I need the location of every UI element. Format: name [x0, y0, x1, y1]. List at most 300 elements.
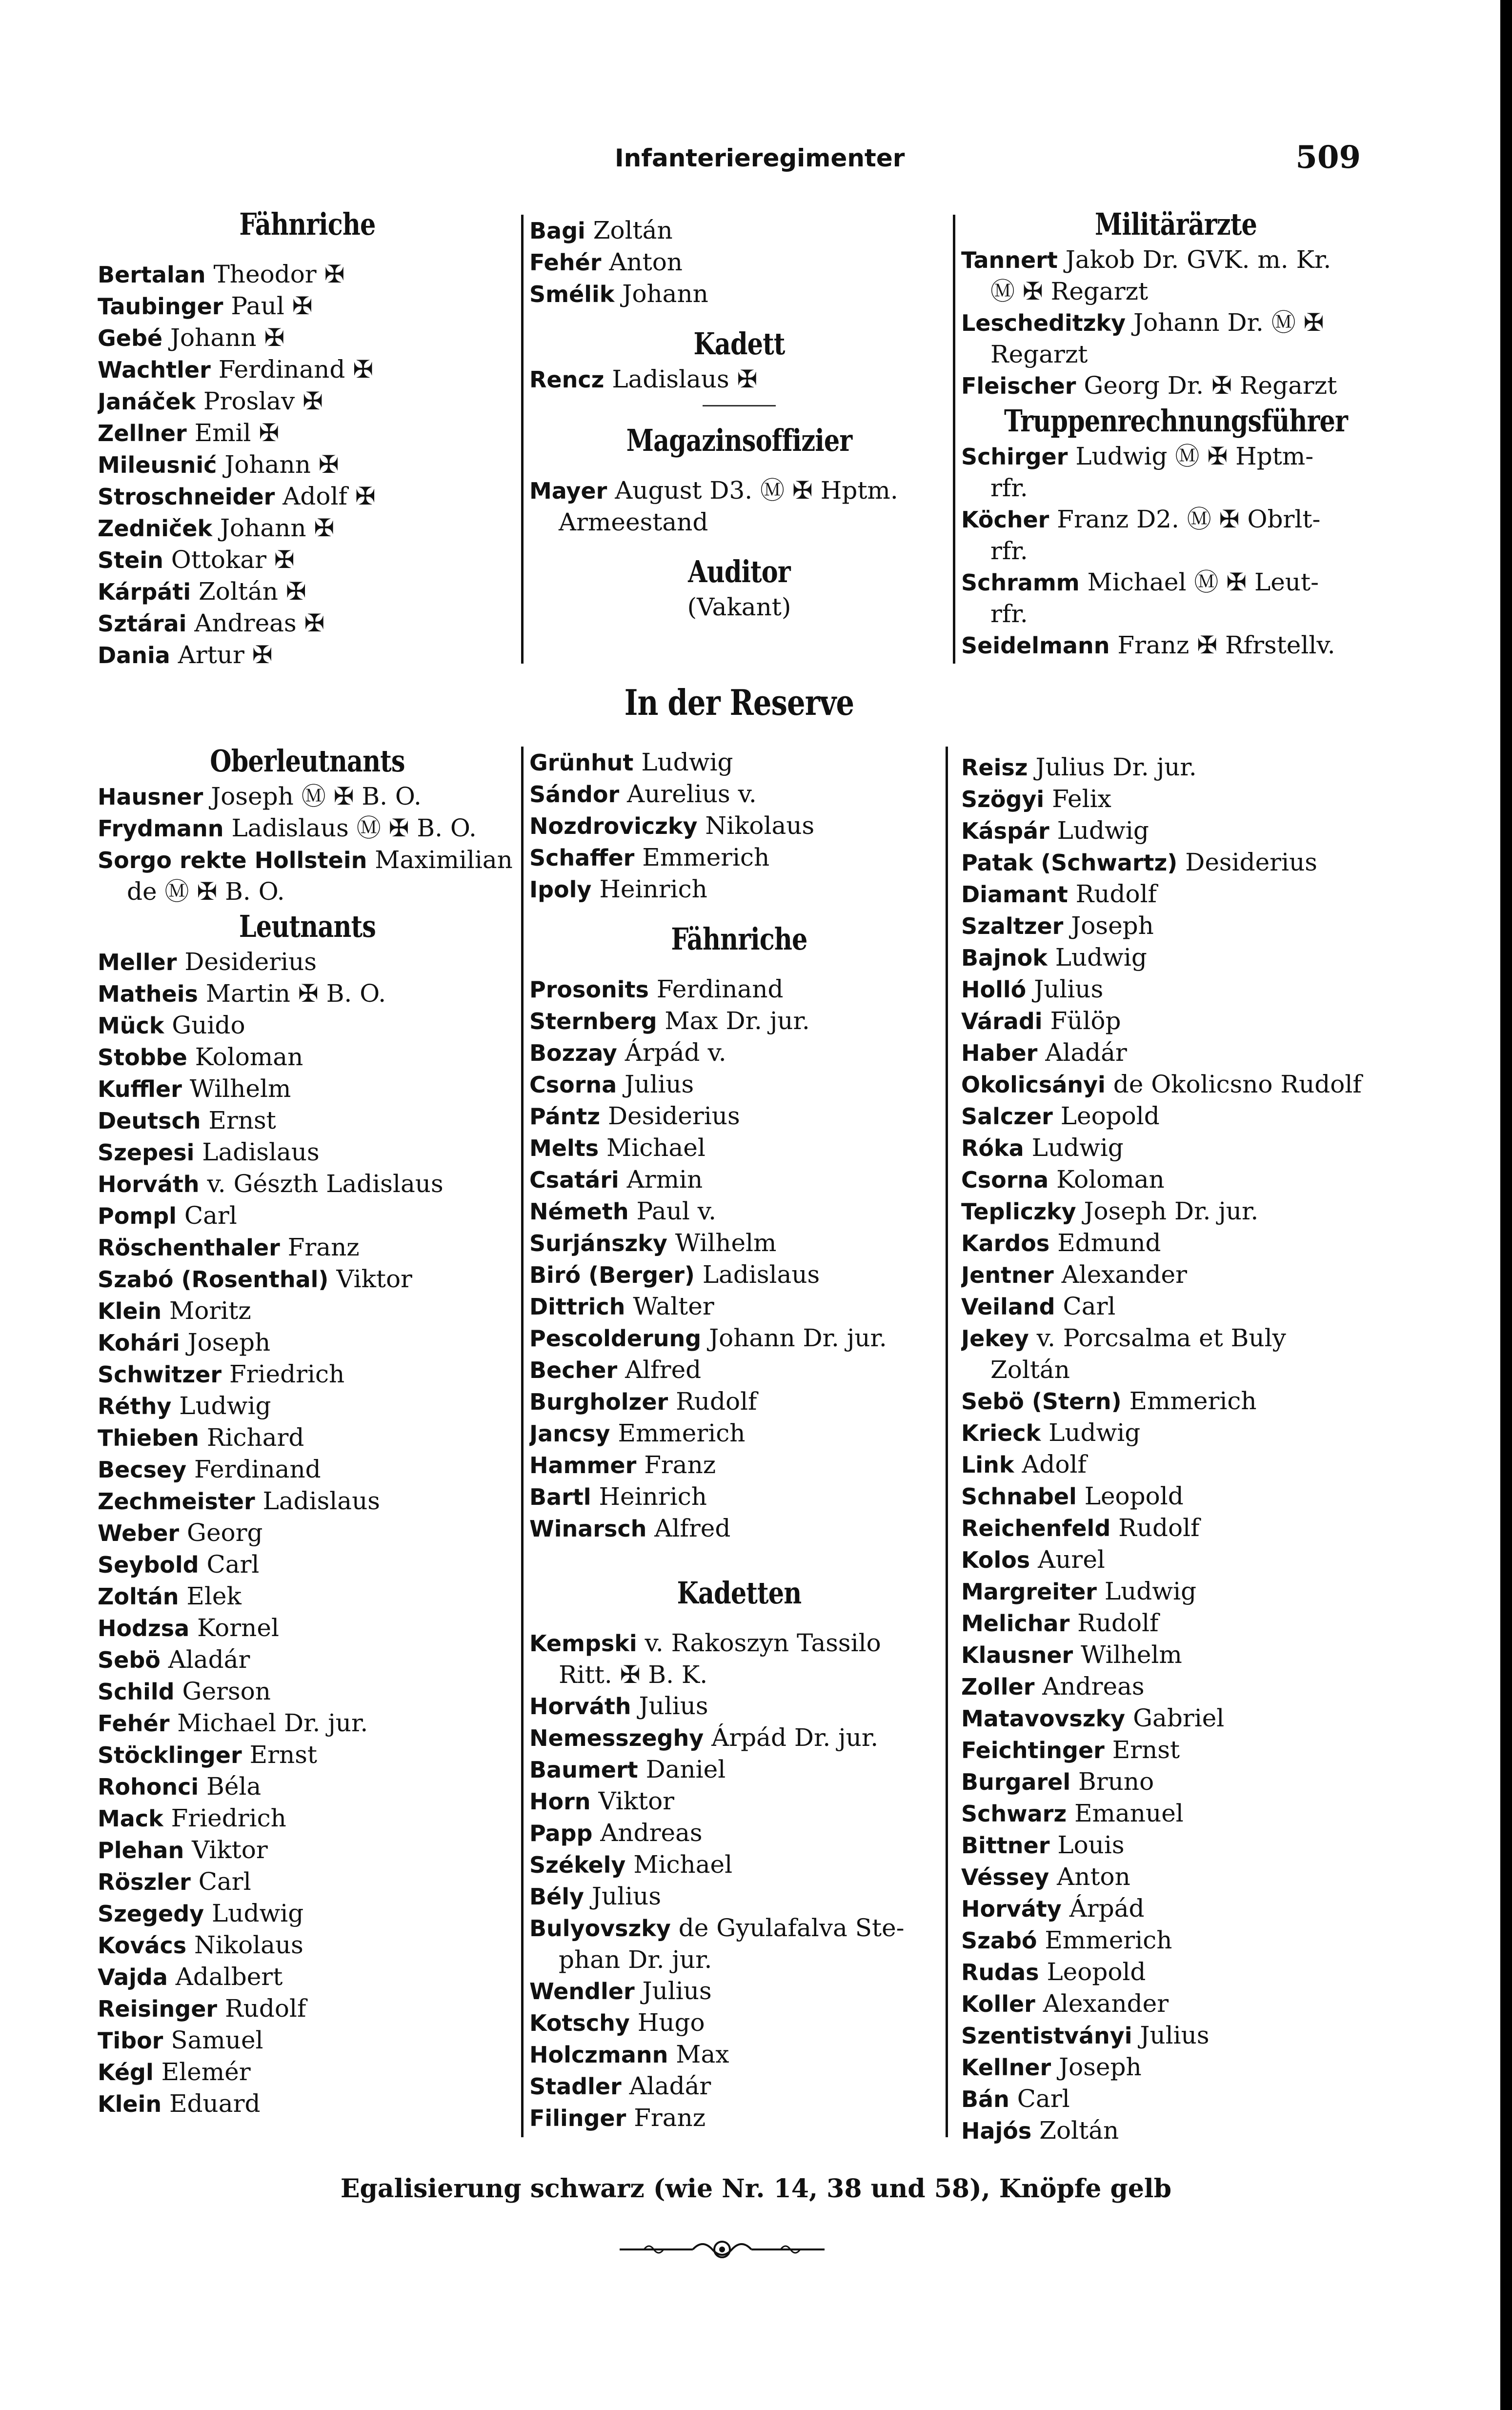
given-name-and-remarks: Emmerich — [618, 1419, 746, 1447]
given-name-and-remarks: Ferdinand ✠ — [218, 355, 374, 384]
given-name-and-remarks: Julius — [1140, 2021, 1210, 2049]
surname: Horváth — [529, 1693, 631, 1720]
given-name-and-remarks: Zoltán — [593, 216, 673, 244]
surname: Seidelmann — [961, 632, 1110, 659]
reserve-leutnants-list — [98, 946, 517, 2120]
given-name-and-remarks: Joseph — [187, 1328, 271, 1357]
given-name-and-remarks: Franz ✠ Rfrstellv. — [1117, 631, 1335, 659]
list-item — [529, 1513, 949, 1544]
given-name-and-remarks: Felix — [1052, 785, 1111, 813]
surname: Ipoly — [529, 876, 592, 903]
surname: Röschenthaler — [98, 1235, 280, 1261]
surname: Bittner — [961, 1832, 1050, 1859]
surname: Surjánszky — [529, 1230, 667, 1256]
list-item — [98, 2025, 517, 2056]
surname: Kolos — [961, 1547, 1030, 1573]
list-item — [98, 812, 517, 844]
given-name-and-remarks: Martin ✠ B. O. — [205, 979, 386, 1008]
reserve-oberleutnants-list — [98, 781, 517, 907]
surname: Csatári — [529, 1167, 619, 1193]
surname: Schirger — [961, 444, 1068, 470]
reserve-top-list — [529, 747, 949, 905]
given-name-and-remarks: Gabriel — [1133, 1704, 1225, 1732]
list-item — [961, 1766, 1391, 1798]
surname: Zedniček — [98, 515, 213, 542]
given-name-and-remarks: Alexander — [1043, 1989, 1169, 2018]
surname: Deutsch — [98, 1108, 201, 1134]
surname: Reisinger — [98, 1996, 218, 2022]
list-item — [98, 1263, 517, 1295]
given-name-and-remarks: Moritz — [169, 1296, 251, 1325]
list-item — [98, 1834, 517, 1866]
given-name-and-remarks: Julius — [642, 1977, 712, 2005]
list-item — [961, 1449, 1391, 1480]
surname: Veiland — [961, 1294, 1055, 1320]
surname: Mack — [98, 1805, 163, 1832]
given-name-and-remarks: Armin — [626, 1165, 703, 1194]
given-name-and-remarks: Aladár — [168, 1645, 250, 1674]
given-name-and-remarks: Samuel — [171, 2026, 263, 2054]
list-item — [529, 873, 949, 905]
given-name-and-remarks: Ladislaus — [262, 1487, 380, 1515]
given-name-and-remarks: Kornel — [197, 1614, 279, 1642]
list-item — [529, 1690, 949, 1722]
given-name-and-remarks: Johann ✠ — [170, 324, 285, 352]
given-name-and-remarks: Alfred — [654, 1514, 731, 1542]
list-item — [529, 1386, 949, 1418]
surname: Nemesszeghy — [529, 1725, 704, 1751]
surname: Papp — [529, 1820, 593, 1846]
running-title: Infanterieregimenter — [615, 144, 905, 172]
surname: Patak (Schwartz) — [961, 850, 1178, 876]
surname: Matheis — [98, 981, 198, 1007]
surname: Nozdroviczky — [529, 813, 698, 839]
surname: Bertalan — [98, 262, 206, 288]
surname: Kotschy — [529, 2010, 630, 2036]
list-item — [961, 1195, 1391, 1227]
given-name-and-remarks: Ernst — [249, 1741, 317, 1769]
list-item — [961, 1100, 1391, 1132]
surname: Bartl — [529, 1484, 591, 1510]
surname: Tibor — [98, 2027, 163, 2054]
given-name-and-remarks: v. Porcsalma et Buly — [1036, 1324, 1286, 1352]
surname: Káspár — [961, 818, 1049, 844]
given-name-and-remarks: Guido — [172, 1011, 245, 1039]
list-item — [98, 978, 517, 1010]
given-name-and-remarks: Georg Dr. ✠ Regarzt — [1084, 371, 1337, 400]
list-item — [98, 608, 517, 639]
active-column-3 — [961, 205, 1391, 661]
list-item — [961, 878, 1391, 910]
list-item — [98, 1200, 517, 1232]
given-name-and-remarks: rfr. — [990, 537, 1028, 565]
surname: Thieben — [98, 1425, 199, 1451]
list-item — [98, 2088, 517, 2120]
list-item — [98, 1485, 517, 1517]
list-item — [961, 1417, 1391, 1449]
list-item — [961, 1671, 1391, 1702]
surname: Winarsch — [529, 1516, 647, 1542]
surname: Becher — [529, 1357, 618, 1383]
surname: Haber — [961, 1040, 1038, 1066]
list-item — [529, 1069, 949, 1100]
active-kadett-list — [529, 364, 949, 395]
surname: Fleischer — [961, 373, 1076, 399]
given-name-and-remarks: Ladislaus ✠ — [612, 365, 758, 393]
given-name-and-remarks: Julius — [1034, 975, 1104, 1003]
surname: Kovács — [98, 1932, 187, 1959]
given-name-and-remarks: Proslav ✠ — [203, 387, 323, 415]
list-item-continuation: Armeestand — [559, 508, 708, 536]
surname: Schwarz — [961, 1801, 1067, 1827]
surname: Sorgo rekte Hollstein — [98, 847, 367, 873]
surname: Kempski — [529, 1630, 637, 1657]
surname: Szaltzer — [961, 913, 1064, 939]
surname: Klein — [98, 1298, 162, 1324]
given-name-and-remarks: Elemér — [161, 2058, 251, 2086]
list-item — [529, 747, 949, 778]
given-name-and-remarks: Johann Dr. Ⓜ ✠ — [1133, 308, 1324, 337]
given-name-and-remarks: Michael — [606, 1134, 706, 1162]
surname: Kardos — [961, 1230, 1050, 1256]
list-item — [98, 1358, 517, 1390]
list-item — [961, 973, 1391, 1005]
list-item — [98, 1454, 517, 1485]
given-name-and-remarks: Julius — [625, 1070, 694, 1098]
given-name-and-remarks: Ludwig — [641, 748, 733, 776]
given-name-and-remarks: Heinrich — [599, 875, 707, 903]
section-title-leutnants: Leutnants — [239, 909, 376, 944]
given-name-and-remarks: Joseph Dr. jur. — [1084, 1197, 1259, 1225]
surname: Schwitzer — [98, 1361, 222, 1388]
given-name-and-remarks: Hugo — [637, 2008, 705, 2037]
list-item — [529, 1785, 949, 1817]
given-name-and-remarks: de Ⓜ ✠ B. O. — [127, 877, 285, 906]
given-name-and-remarks: rfr. — [990, 474, 1028, 502]
section-title-reserve: In der Reserve — [624, 682, 854, 723]
given-name-and-remarks: Carl — [206, 1550, 260, 1579]
list-item — [529, 2039, 949, 2070]
surname: Bély — [529, 1883, 585, 1910]
given-name-and-remarks: Ludwig — [179, 1392, 271, 1420]
given-name-and-remarks: Johann Dr. jur. — [709, 1324, 887, 1352]
surname: Koller — [961, 1991, 1035, 2017]
list-item — [98, 322, 517, 354]
surname: Schramm — [961, 569, 1080, 596]
active-column-1 — [98, 205, 517, 671]
list-item-continuation — [98, 876, 517, 907]
surname: Baumert — [529, 1757, 638, 1783]
given-name-and-remarks: Max — [676, 2040, 729, 2068]
given-name-and-remarks: Carl — [1017, 2085, 1070, 2113]
given-name-and-remarks: Maximilian — [375, 846, 513, 874]
list-item — [529, 778, 949, 810]
list-item — [961, 1576, 1391, 1607]
surname: Kuffler — [98, 1076, 182, 1102]
list-item — [98, 1644, 517, 1676]
active-truppen-list — [961, 441, 1391, 661]
given-name-and-remarks: rfr. — [990, 600, 1028, 628]
list-item — [529, 1227, 949, 1259]
surname: Kellner — [961, 2054, 1051, 2081]
list-item — [961, 1924, 1391, 1956]
given-name-and-remarks: Adalbert — [175, 1963, 283, 1991]
given-name-and-remarks: Michael Dr. jur. — [177, 1709, 368, 1737]
surname: Bozzay — [529, 1040, 617, 1066]
list-item — [961, 1322, 1391, 1354]
surname: Frydmann — [98, 815, 224, 842]
given-name-and-remarks: Ritt. ✠ B. K. — [559, 1661, 708, 1689]
list-item — [961, 441, 1391, 472]
reserve-column-3-list — [961, 751, 1391, 2147]
given-name-and-remarks: Adolf ✠ — [282, 482, 376, 510]
list-item — [98, 1580, 517, 1612]
given-name-and-remarks: Koloman — [195, 1043, 303, 1071]
column-rule — [521, 747, 524, 2137]
list-item-continuation — [529, 1944, 949, 1975]
list-item — [529, 973, 949, 1005]
given-name-and-remarks: phan Dr. jur. — [559, 1945, 712, 1974]
list-item — [961, 1512, 1391, 1544]
surname: Röszler — [98, 1869, 191, 1895]
surname: Véssey — [961, 1864, 1049, 1890]
list-item — [961, 910, 1391, 942]
list-item — [98, 844, 517, 876]
given-name-and-remarks: Ernst — [208, 1106, 276, 1134]
surname: Kégl — [98, 2059, 154, 2086]
given-name-and-remarks: Nikolaus — [705, 811, 815, 840]
surname: Fehér — [98, 1710, 170, 1737]
section-title-kadett: Kadett — [693, 326, 785, 362]
surname: Seybold — [98, 1552, 199, 1578]
given-name-and-remarks: Andreas — [1042, 1672, 1145, 1701]
surname: Köcher — [961, 506, 1049, 533]
surname: Jekey — [961, 1325, 1029, 1352]
list-item — [961, 1005, 1391, 1037]
list-item — [98, 1105, 517, 1136]
given-name-and-remarks: Julius Dr. jur. — [1035, 753, 1197, 781]
given-name-and-remarks: Desiderius — [184, 948, 317, 976]
section-divider — [703, 405, 776, 406]
surname: Bagi — [529, 218, 585, 244]
given-name-and-remarks: Aurelius v. — [627, 780, 757, 808]
surname: Janáček — [98, 388, 196, 415]
list-item — [98, 354, 517, 385]
list-item — [961, 1259, 1391, 1291]
column-rule — [521, 215, 524, 664]
list-item — [98, 1802, 517, 1834]
reserve-column-2 — [529, 747, 949, 2134]
list-item — [961, 1956, 1391, 1988]
list-item — [98, 1612, 517, 1644]
surname: Jancsy — [529, 1420, 610, 1447]
list-item — [529, 1881, 949, 1912]
surname: Reichenfeld — [961, 1515, 1111, 1541]
surname: Prosonits — [529, 976, 649, 1003]
given-name-and-remarks: Carl — [1063, 1292, 1116, 1320]
list-item — [961, 1480, 1391, 1512]
given-name-and-remarks: Ladislaus — [202, 1138, 320, 1166]
list-item — [529, 1849, 949, 1881]
list-item — [961, 847, 1391, 878]
given-name-and-remarks: Elek — [186, 1582, 242, 1610]
section-title-kadetten: Kadetten — [677, 1575, 802, 1611]
surname: Sztárai — [98, 610, 187, 637]
surname: Zoltán — [98, 1583, 179, 1610]
list-item — [961, 815, 1391, 847]
page-header — [0, 139, 1512, 188]
surname: Pescolderung — [529, 1325, 702, 1352]
given-name-and-remarks: Desiderius — [1185, 848, 1317, 876]
surname: Stroschneider — [98, 484, 275, 510]
list-item — [529, 842, 949, 873]
given-name-and-remarks: Ludwig — [1057, 816, 1149, 845]
list-item-continuation — [529, 1659, 949, 1690]
list-item — [961, 629, 1391, 661]
given-name-and-remarks: Ladislaus Ⓜ ✠ B. O. — [231, 814, 477, 842]
list-item — [961, 1893, 1391, 1924]
list-item — [529, 1817, 949, 1849]
surname: Gebé — [98, 325, 163, 351]
surname: Biró (Berger) — [529, 1262, 695, 1288]
surname: Váradi — [961, 1008, 1043, 1034]
surname: Klein — [98, 2091, 162, 2117]
surname: Mileusnić — [98, 452, 217, 478]
list-item — [98, 639, 517, 671]
list-item — [961, 1734, 1391, 1766]
list-item — [98, 385, 517, 417]
surname: Hajós — [961, 2118, 1032, 2144]
list-item — [529, 1754, 949, 1785]
surname: Schaffer — [529, 845, 635, 871]
surname: Diamant — [961, 881, 1068, 908]
list-item — [529, 1354, 949, 1386]
list-item — [529, 475, 949, 506]
list-item-continuation — [961, 276, 1391, 307]
list-item — [98, 481, 517, 512]
reserve-heading-block — [529, 683, 949, 722]
given-name-and-remarks: Rudolf — [225, 1994, 306, 2023]
given-name-and-remarks: Rudolf — [1118, 1514, 1200, 1542]
surname: Schild — [98, 1679, 175, 1705]
given-name-and-remarks: Joseph — [1059, 2053, 1142, 2081]
given-name-and-remarks: Jakob Dr. GVK. m. Kr. — [1065, 245, 1331, 274]
surname: Szabó (Rosenthal) — [98, 1266, 329, 1293]
surname: Bajnok — [961, 945, 1048, 971]
list-item — [961, 1544, 1391, 1576]
list-item — [98, 1676, 517, 1707]
given-name-and-remarks: Koloman — [1056, 1165, 1165, 1194]
list-item — [529, 1722, 949, 1754]
list-item-continuation — [961, 535, 1391, 567]
surname: Dittrich — [529, 1294, 625, 1320]
list-item — [961, 1227, 1391, 1259]
given-name-and-remarks: Ferdinand — [194, 1455, 321, 1483]
list-item — [98, 1771, 517, 1802]
given-name-and-remarks: Joseph — [1071, 911, 1154, 940]
list-item — [961, 1132, 1391, 1164]
surname: Hausner — [98, 784, 203, 810]
surname: Horváty — [961, 1896, 1062, 1922]
given-name-and-remarks: Ferdinand — [656, 975, 784, 1003]
surname: Réthy — [98, 1393, 172, 1419]
given-name-and-remarks: v. Gészth Ladislaus — [207, 1170, 444, 1198]
list-item — [98, 1041, 517, 1073]
surname: Csorna — [961, 1167, 1049, 1193]
given-name-and-remarks: Viktor — [192, 1836, 268, 1864]
surname: Csorna — [529, 1072, 617, 1098]
given-name-and-remarks: Leopold — [1047, 1958, 1146, 1986]
list-item — [961, 1988, 1391, 2020]
given-name-and-remarks: August D3. Ⓜ ✠ Hptm. — [615, 476, 898, 505]
surname: Szögyi — [961, 786, 1045, 812]
given-name-and-remarks: Ladislaus — [702, 1260, 820, 1289]
surname: Holló — [961, 976, 1027, 1003]
surname: Tepliczky — [961, 1198, 1076, 1225]
given-name-and-remarks: Louis — [1057, 1831, 1125, 1859]
surname: Fehér — [529, 249, 602, 276]
given-name-and-remarks: Ludwig — [1048, 1418, 1141, 1447]
list-item — [529, 1259, 949, 1291]
surname: Stobbe — [98, 1044, 187, 1071]
list-item — [529, 1627, 949, 1659]
given-name-and-remarks: Ludwig — [1104, 1577, 1197, 1605]
given-name-and-remarks: Andreas — [600, 1819, 703, 1847]
given-name-and-remarks: Artur ✠ — [178, 641, 273, 669]
given-name-and-remarks: Béla — [206, 1772, 262, 1801]
surname: Hammer — [529, 1452, 637, 1478]
auditor-vacancy: (Vakant) — [687, 593, 791, 621]
list-item — [961, 1798, 1391, 1829]
given-name-and-remarks: Joseph Ⓜ ✠ B. O. — [211, 782, 422, 810]
given-name-and-remarks: Michael — [633, 1850, 733, 1879]
given-name-and-remarks: Zoltán ✠ — [199, 577, 306, 606]
given-name-and-remarks: Leopold — [1084, 1482, 1184, 1510]
list-item-continuation — [961, 339, 1391, 370]
list-item — [98, 1136, 517, 1168]
surname: Weber — [98, 1520, 180, 1546]
given-name-and-remarks: Ottokar ✠ — [171, 546, 295, 574]
surname: Feichtinger — [961, 1737, 1105, 1763]
list-item — [529, 364, 949, 395]
list-item — [98, 259, 517, 290]
list-item — [529, 1291, 949, 1322]
given-name-and-remarks: Ⓜ ✠ Regarzt — [990, 277, 1149, 305]
surname: Burgarel — [961, 1769, 1071, 1795]
list-item — [529, 278, 949, 310]
list-item — [961, 1829, 1391, 1861]
list-item — [961, 1702, 1391, 1734]
surname: Székely — [529, 1852, 626, 1878]
given-name-and-remarks: Leopold — [1060, 1102, 1160, 1130]
given-name-and-remarks: Emil ✠ — [194, 419, 280, 447]
surname: Horváth — [98, 1171, 200, 1197]
list-item — [961, 751, 1391, 783]
list-item — [529, 1322, 949, 1354]
surname: Sebö (Stern) — [961, 1388, 1122, 1415]
surname: Becsey — [98, 1457, 187, 1483]
given-name-and-remarks: Johann ✠ — [220, 514, 335, 542]
active-column-2 — [529, 215, 949, 623]
surname: Taubinger — [98, 293, 223, 320]
reserve-column-3 — [961, 751, 1391, 2147]
list-item — [961, 504, 1391, 535]
list-item-continuation — [961, 1354, 1391, 1385]
list-item — [529, 1912, 949, 1944]
list-item — [961, 567, 1391, 598]
surname: Schnabel — [961, 1483, 1077, 1510]
surname: Okolicsányi — [961, 1072, 1106, 1098]
